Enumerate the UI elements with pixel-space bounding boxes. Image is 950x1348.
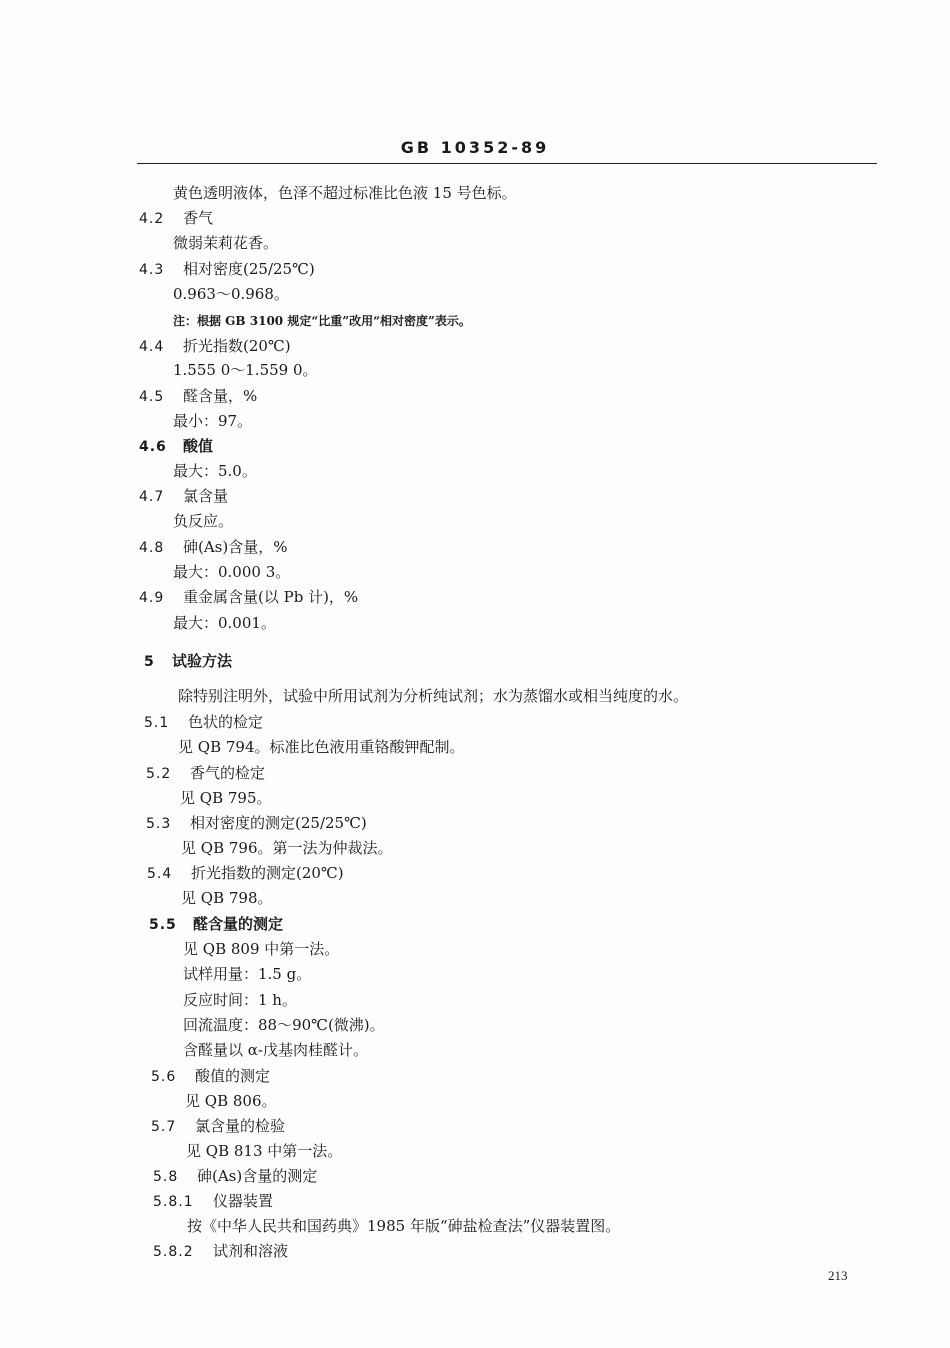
text-line: 1.555 0～1.559 0。 xyxy=(173,361,318,379)
text-line: 微弱茉莉花香。 xyxy=(173,234,279,252)
text-line: 见 QB 813 中第一法。 xyxy=(186,1142,343,1160)
text-line: 按《中华人民共和国药典》1985 年版“砷盐检查法”仪器装置图。 xyxy=(187,1217,621,1235)
section-heading: 5.4 折光指数的测定(20℃) xyxy=(147,864,344,882)
text-line: 见 QB 794。标准比色液用重铬酸钾配制。 xyxy=(178,738,465,756)
section-heading: 5.8.2 试剂和溶液 xyxy=(153,1242,289,1260)
text-line: 0.963～0.968。 xyxy=(173,285,289,303)
section-heading: 4.7 氯含量 xyxy=(139,487,229,505)
text-line: 见 QB 795。 xyxy=(180,789,272,807)
text-line: 最大：0.001。 xyxy=(173,614,276,632)
standard-code-header: GB 10352-89 xyxy=(400,138,550,157)
section-heading: 4.9 重金属含量(以 Pb 计)，% xyxy=(139,588,359,606)
section-heading: 4.6 酸值 xyxy=(139,437,214,455)
text-line: 最大：0.000 3。 xyxy=(173,563,291,581)
section-heading: 5.1 色状的检定 xyxy=(144,713,264,731)
page-number: 213 xyxy=(828,1268,848,1283)
text-line: 负反应。 xyxy=(173,512,234,530)
text-line: 最小：97。 xyxy=(173,412,253,430)
text-line: 除特别注明外，试验中所用试剂为分析纯试剂；水为蒸馏水或相当纯度的水。 xyxy=(178,687,689,705)
text-line: 黄色透明液体，色泽不超过标准比色液 15 号色标。 xyxy=(173,184,517,202)
section-heading: 5.2 香气的检定 xyxy=(146,764,266,782)
text-line: 见 QB 806。 xyxy=(185,1092,277,1110)
section-heading: 5.7 氯含量的检验 xyxy=(151,1117,286,1135)
text-line: 见 QB 798。 xyxy=(181,889,273,907)
section-heading: 4.4 折光指数(20℃) xyxy=(139,337,291,355)
chapter-heading: 5 试验方法 xyxy=(144,652,233,670)
section-heading: 5.3 相对密度的测定(25/25℃) xyxy=(146,814,367,832)
header-rule xyxy=(137,163,877,164)
text-line: 最大：5.0。 xyxy=(173,462,257,480)
section-heading: 4.8 砷(As)含量，% xyxy=(139,538,288,556)
note-line: 注：根据 GB 3100 规定“比重”改用“相对密度”表示。 xyxy=(173,314,471,328)
text-line: 含醛量以 α-戊基肉桂醛计。 xyxy=(183,1041,368,1059)
text-line: 反应时间：1 h。 xyxy=(183,991,297,1009)
section-heading: 5.8.1 仪器装置 xyxy=(153,1192,274,1210)
text-line: 见 QB 796。第一法为仲裁法。 xyxy=(181,839,393,857)
text-line: 见 QB 809 中第一法。 xyxy=(183,940,340,958)
section-heading: 4.3 相对密度(25/25℃) xyxy=(139,260,315,278)
text-line: 试样用量：1.5 g。 xyxy=(183,965,312,983)
text-line: 回流温度：88～90℃(微沸)。 xyxy=(183,1016,385,1034)
section-heading: 5.5 醛含量的测定 xyxy=(149,915,284,933)
section-heading: 4.2 香气 xyxy=(139,209,214,227)
section-heading: 5.6 酸值的测定 xyxy=(151,1067,271,1085)
section-heading: 5.8 砷(As)含量的测定 xyxy=(153,1167,318,1185)
section-heading: 4.5 醛含量，% xyxy=(139,387,258,405)
